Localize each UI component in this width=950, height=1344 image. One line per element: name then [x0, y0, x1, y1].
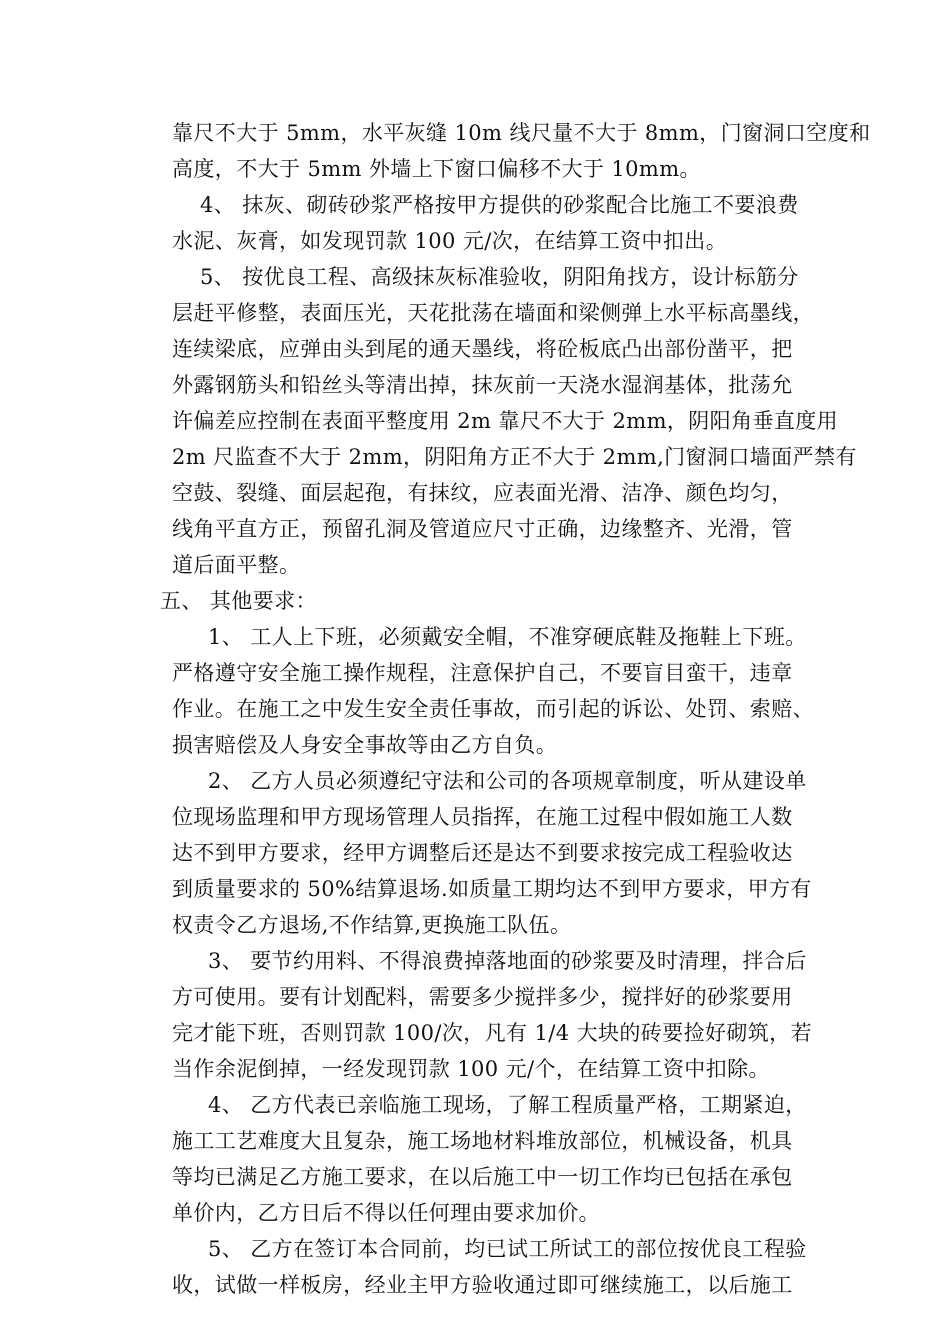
text-line: 方可使用。要有计划配料，需要多少搅拌多少，搅拌好的砂浆要用 — [172, 985, 793, 1009]
list-item-5-line: 5、 乙方在签订本合同前，均已试工所试工的部位按优良工程验 — [208, 1237, 807, 1261]
text-line: 当作余泥倒掉，一经发现罚款 100 元/个，在结算工资中扣除。 — [172, 1057, 770, 1081]
text-line: 损害赔偿及人身安全事故等由乙方自负。 — [172, 733, 558, 757]
text-line: 严格遵守安全施工操作规程，注意保护自己，不要盲目蛮干，违章 — [172, 661, 793, 685]
list-item-1-line: 1、 工人上下班，必须戴安全帽，不准穿硬底鞋及拖鞋上下班。 — [208, 625, 807, 649]
text-line: 达不到甲方要求，经甲方调整后还是达不到要求按完成工程验收达 — [172, 841, 793, 865]
list-item-3-line: 3、 要节约用料、不得浪费掉落地面的砂浆要及时清理，拌合后 — [208, 949, 807, 973]
text-line: 空鼓、裂缝、面层起孢，有抹纹，应表面光滑、洁净、颜色均匀， — [172, 481, 793, 505]
text-line: 作业。在施工之中发生安全责任事故，而引起的诉讼、处罚、索赔、 — [172, 697, 814, 721]
text-line: 权责令乙方退场,不作结算,更换施工队伍。 — [172, 913, 572, 937]
text-line: 靠尺不大于 5mm，水平灰缝 10m 线尺量不大于 8mm，门窗洞口空度和 — [172, 121, 871, 145]
text-line: 收，试做一样板房，经业主甲方验收通过即可继续施工，以后施工 — [172, 1273, 793, 1297]
text-line: 2m 尺监查不大于 2mm，阴阳角方正不大于 2mm,门窗洞口墙面严禁有 — [172, 445, 857, 469]
text-line: 线角平直方正，预留孔洞及管道应尺寸正确，边缘整齐、光滑，管 — [172, 517, 793, 541]
text-line: 层赶平修整，表面压光，天花批荡在墙面和梁侧弹上水平标高墨线， — [172, 301, 814, 325]
text-line: 外露钢筋头和铅丝头等清出掉，抹灰前一天浇水湿润基体，批荡允 — [172, 373, 793, 397]
list-item-5-line: 5、 按优良工程、高级抹灰标准验收，阴阳角找方，设计标筋分 — [200, 265, 799, 289]
text-line: 施工工艺难度大且复杂，施工场地材料堆放部位，机械设备，机具 — [172, 1129, 793, 1153]
text-line: 完才能下班，否则罚款 100/次，凡有 1/4 大块的砖要捡好砌筑，若 — [172, 1021, 812, 1045]
text-line: 道后面平整。 — [172, 553, 301, 577]
text-line: 等均已满足乙方施工要求，在以后施工中一切工作均已包括在承包 — [172, 1165, 793, 1189]
text-line: 许偏差应控制在表面平整度用 2m 靠尺不大于 2mm，阴阳角垂直度用 — [172, 409, 839, 433]
text-line: 连续梁底，应弹由头到尾的通天墨线，将砼板底凸出部份凿平，把 — [172, 337, 793, 361]
section-heading: 五、 其他要求： — [160, 589, 317, 613]
text-line: 单价内，乙方日后不得以任何理由要求加价。 — [172, 1201, 600, 1225]
text-line: 水泥、灰膏，如发现罚款 100 元/次，在结算工资中扣出。 — [172, 229, 728, 253]
text-line: 到质量要求的 50%结算退场.如质量工期均达不到甲方要求，甲方有 — [172, 877, 812, 901]
list-item-4-line: 4、 乙方代表已亲临施工现场，了解工程质量严格，工期紧迫， — [208, 1093, 807, 1117]
list-item-2-line: 2、 乙方人员必须遵纪守法和公司的各项规章制度，听从建设单 — [208, 769, 807, 793]
list-item-4-line: 4、 抹灰、砌砖砂浆严格按甲方提供的砂浆配合比施工不要浪费 — [200, 193, 799, 217]
text-line: 位现场监理和甲方现场管理人员指挥，在施工过程中假如施工人数 — [172, 805, 793, 829]
text-line: 高度，不大于 5mm 外墙上下窗口偏移不大于 10mm。 — [172, 157, 701, 181]
